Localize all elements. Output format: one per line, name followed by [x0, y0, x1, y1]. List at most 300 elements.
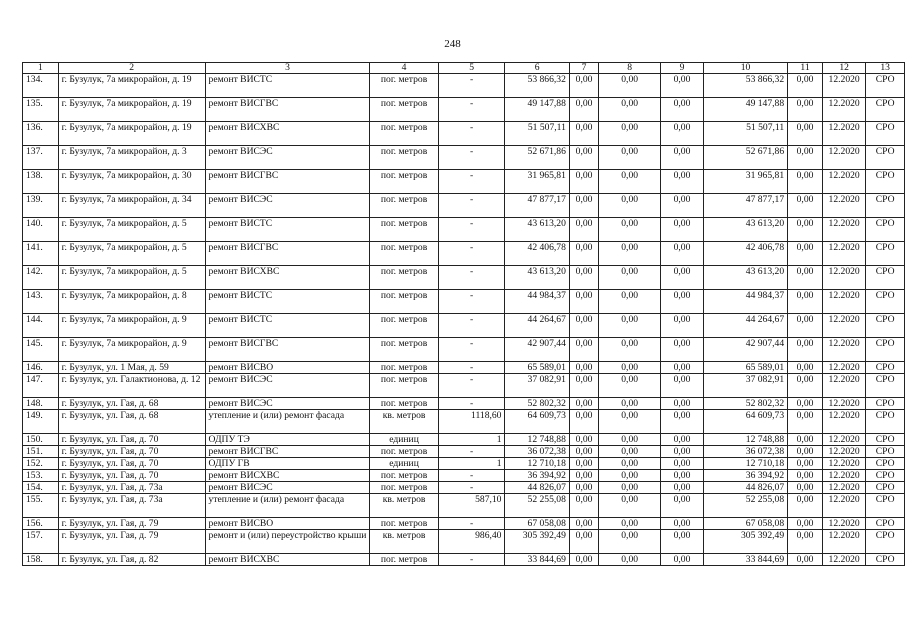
- row-number-cell: 134.: [23, 74, 59, 98]
- local-funds-cell: 0,00: [661, 398, 704, 410]
- total-cost-cell: 36 394,92: [505, 470, 569, 482]
- address-cell: г. Бузулук, 7а микрорайон, д. 30: [58, 170, 205, 194]
- work-type-cell: ремонт ВИСТС: [205, 290, 370, 314]
- local-funds-cell: 0,00: [661, 194, 704, 218]
- owner-funds-cell: 305 392,49: [703, 530, 787, 554]
- regional-funds-cell: 0,00: [599, 470, 661, 482]
- local-funds-cell: 0,00: [661, 554, 704, 566]
- other-funds-cell: 0,00: [788, 434, 823, 446]
- row-number-cell: 140.: [23, 218, 59, 242]
- work-type-cell: ремонт ВИСГВС: [205, 446, 370, 458]
- federal-funds-cell: 0,00: [569, 554, 598, 566]
- completion-date-cell: 12.2020: [822, 362, 865, 374]
- regional-funds-cell: 0,00: [599, 554, 661, 566]
- unit-cell: пог. метров: [370, 194, 438, 218]
- regional-funds-cell: 0,00: [599, 494, 661, 518]
- row-number-cell: 153.: [23, 470, 59, 482]
- work-type-cell: ремонт ВИСЭС: [205, 146, 370, 170]
- table-row: [23, 218, 905, 242]
- regional-funds-cell: 0,00: [599, 518, 661, 530]
- table-row: [23, 518, 905, 530]
- local-funds-cell: 0,00: [661, 530, 704, 554]
- work-type-cell: ремонт ВИСХВС: [205, 554, 370, 566]
- owner-funds-cell: 52 255,08: [703, 494, 787, 518]
- work-type-cell: ремонт ВИСЭС: [205, 482, 370, 494]
- table-row: [23, 458, 905, 470]
- local-funds-cell: 0,00: [661, 362, 704, 374]
- work-type-cell: ремонт ВИСВО: [205, 362, 370, 374]
- other-funds-cell: 0,00: [788, 482, 823, 494]
- owner-funds-cell: 43 613,20: [703, 266, 787, 290]
- owner-funds-cell: 31 965,81: [703, 170, 787, 194]
- column-header: 5: [438, 63, 505, 74]
- regional-funds-cell: 0,00: [599, 530, 661, 554]
- method-cell: СРО: [866, 470, 905, 482]
- owner-funds-cell: 42 907,44: [703, 338, 787, 362]
- regional-funds-cell: 0,00: [599, 290, 661, 314]
- local-funds-cell: 0,00: [661, 494, 704, 518]
- address-cell: г. Бузулук, 7а микрорайон, д. 5: [58, 218, 205, 242]
- federal-funds-cell: 0,00: [569, 494, 598, 518]
- row-number-cell: 142.: [23, 266, 59, 290]
- table-row: [23, 494, 905, 518]
- other-funds-cell: 0,00: [788, 146, 823, 170]
- federal-funds-cell: 0,00: [569, 362, 598, 374]
- work-type-cell: ОДПУ ГВ: [205, 458, 370, 470]
- owner-funds-cell: 42 406,78: [703, 242, 787, 266]
- table-row: [23, 482, 905, 494]
- other-funds-cell: 0,00: [788, 518, 823, 530]
- completion-date-cell: 12.2020: [822, 146, 865, 170]
- owner-funds-cell: 52 802,32: [703, 398, 787, 410]
- completion-date-cell: 12.2020: [822, 458, 865, 470]
- volume-cell: -: [438, 374, 505, 398]
- work-type-cell: ремонт ВИСВО: [205, 518, 370, 530]
- total-cost-cell: 51 507,11: [505, 122, 569, 146]
- total-cost-cell: 52 802,32: [505, 398, 569, 410]
- unit-cell: пог. метров: [370, 266, 438, 290]
- volume-cell: -: [438, 398, 505, 410]
- volume-cell: 1118,60: [438, 410, 505, 434]
- regional-funds-cell: 0,00: [599, 410, 661, 434]
- address-cell: г. Бузулук, ул. Гая, д. 70: [58, 470, 205, 482]
- regional-funds-cell: 0,00: [599, 458, 661, 470]
- completion-date-cell: 12.2020: [822, 554, 865, 566]
- other-funds-cell: 0,00: [788, 410, 823, 434]
- method-cell: СРО: [866, 218, 905, 242]
- row-number-cell: 158.: [23, 554, 59, 566]
- completion-date-cell: 12.2020: [822, 446, 865, 458]
- row-number-cell: 154.: [23, 482, 59, 494]
- total-cost-cell: 37 082,91: [505, 374, 569, 398]
- federal-funds-cell: 0,00: [569, 446, 598, 458]
- unit-cell: пог. метров: [370, 518, 438, 530]
- regional-funds-cell: 0,00: [599, 122, 661, 146]
- row-number-cell: 157.: [23, 530, 59, 554]
- table-row: [23, 410, 905, 434]
- table-row: [23, 290, 905, 314]
- work-type-cell: ремонт ВИСХВС: [205, 266, 370, 290]
- regional-funds-cell: 0,00: [599, 194, 661, 218]
- local-funds-cell: 0,00: [661, 290, 704, 314]
- method-cell: СРО: [866, 146, 905, 170]
- method-cell: СРО: [866, 170, 905, 194]
- owner-funds-cell: 44 264,67: [703, 314, 787, 338]
- column-number-row: [23, 63, 905, 74]
- local-funds-cell: 0,00: [661, 518, 704, 530]
- total-cost-cell: 42 406,78: [505, 242, 569, 266]
- owner-funds-cell: 36 072,38: [703, 446, 787, 458]
- address-cell: г. Бузулук, 7а микрорайон, д. 9: [58, 314, 205, 338]
- federal-funds-cell: 0,00: [569, 170, 598, 194]
- work-type-cell: ОДПУ ТЭ: [205, 434, 370, 446]
- address-cell: г. Бузулук, ул. Галактионова, д. 12: [58, 374, 205, 398]
- regional-funds-cell: 0,00: [599, 482, 661, 494]
- volume-cell: -: [438, 446, 505, 458]
- volume-cell: -: [438, 98, 505, 122]
- total-cost-cell: 49 147,88: [505, 98, 569, 122]
- row-number-cell: 147.: [23, 374, 59, 398]
- federal-funds-cell: 0,00: [569, 242, 598, 266]
- method-cell: СРО: [866, 266, 905, 290]
- completion-date-cell: 12.2020: [822, 482, 865, 494]
- table-row: [23, 122, 905, 146]
- total-cost-cell: 12 748,88: [505, 434, 569, 446]
- method-cell: СРО: [866, 398, 905, 410]
- regional-funds-cell: 0,00: [599, 242, 661, 266]
- method-cell: СРО: [866, 98, 905, 122]
- total-cost-cell: 36 072,38: [505, 446, 569, 458]
- unit-cell: пог. метров: [370, 482, 438, 494]
- column-header: 6: [505, 63, 569, 74]
- total-cost-cell: 52 255,08: [505, 494, 569, 518]
- owner-funds-cell: 64 609,73: [703, 410, 787, 434]
- federal-funds-cell: 0,00: [569, 74, 598, 98]
- completion-date-cell: 12.2020: [822, 518, 865, 530]
- column-header: 4: [370, 63, 438, 74]
- work-type-cell: ремонт ВИСГВС: [205, 338, 370, 362]
- other-funds-cell: 0,00: [788, 470, 823, 482]
- method-cell: СРО: [866, 554, 905, 566]
- column-header: 2: [58, 63, 205, 74]
- table-row: [23, 554, 905, 566]
- row-number-cell: 150.: [23, 434, 59, 446]
- row-number-cell: 152.: [23, 458, 59, 470]
- owner-funds-cell: 65 589,01: [703, 362, 787, 374]
- row-number-cell: 141.: [23, 242, 59, 266]
- work-type-cell: ремонт ВИСЭС: [205, 194, 370, 218]
- method-cell: СРО: [866, 242, 905, 266]
- total-cost-cell: 44 264,67: [505, 314, 569, 338]
- total-cost-cell: 43 613,20: [505, 266, 569, 290]
- page-number: 248: [444, 38, 461, 50]
- federal-funds-cell: 0,00: [569, 98, 598, 122]
- address-cell: г. Бузулук, ул. Гая, д. 70: [58, 446, 205, 458]
- local-funds-cell: 0,00: [661, 314, 704, 338]
- table-row: [23, 374, 905, 398]
- volume-cell: -: [438, 218, 505, 242]
- owner-funds-cell: 37 082,91: [703, 374, 787, 398]
- table-row: [23, 146, 905, 170]
- row-number-cell: 139.: [23, 194, 59, 218]
- method-cell: СРО: [866, 410, 905, 434]
- federal-funds-cell: 0,00: [569, 194, 598, 218]
- federal-funds-cell: 0,00: [569, 458, 598, 470]
- other-funds-cell: 0,00: [788, 266, 823, 290]
- owner-funds-cell: 43 613,20: [703, 218, 787, 242]
- other-funds-cell: 0,00: [788, 362, 823, 374]
- total-cost-cell: 64 609,73: [505, 410, 569, 434]
- federal-funds-cell: 0,00: [569, 518, 598, 530]
- other-funds-cell: 0,00: [788, 530, 823, 554]
- other-funds-cell: 0,00: [788, 170, 823, 194]
- work-type-cell: ремонт ВИСГВС: [205, 98, 370, 122]
- method-cell: СРО: [866, 434, 905, 446]
- work-type-cell: утепление и (или) ремонт фасада: [205, 410, 370, 434]
- column-header: 8: [599, 63, 661, 74]
- federal-funds-cell: 0,00: [569, 374, 598, 398]
- column-header: 13: [866, 63, 905, 74]
- local-funds-cell: 0,00: [661, 74, 704, 98]
- column-header: 11: [788, 63, 823, 74]
- local-funds-cell: 0,00: [661, 242, 704, 266]
- method-cell: СРО: [866, 290, 905, 314]
- table-row: [23, 530, 905, 554]
- table-row: [23, 398, 905, 410]
- other-funds-cell: 0,00: [788, 338, 823, 362]
- table-row: [23, 470, 905, 482]
- method-cell: СРО: [866, 74, 905, 98]
- federal-funds-cell: 0,00: [569, 470, 598, 482]
- volume-cell: -: [438, 146, 505, 170]
- row-number-cell: 135.: [23, 98, 59, 122]
- federal-funds-cell: 0,00: [569, 434, 598, 446]
- unit-cell: пог. метров: [370, 338, 438, 362]
- federal-funds-cell: 0,00: [569, 314, 598, 338]
- volume-cell: -: [438, 194, 505, 218]
- federal-funds-cell: 0,00: [569, 482, 598, 494]
- local-funds-cell: 0,00: [661, 170, 704, 194]
- method-cell: СРО: [866, 122, 905, 146]
- method-cell: СРО: [866, 458, 905, 470]
- table-row: [23, 434, 905, 446]
- federal-funds-cell: 0,00: [569, 290, 598, 314]
- unit-cell: кв. метров: [370, 530, 438, 554]
- method-cell: СРО: [866, 494, 905, 518]
- work-type-cell: ремонт ВИСХВС: [205, 122, 370, 146]
- row-number-cell: 151.: [23, 446, 59, 458]
- regional-funds-cell: 0,00: [599, 98, 661, 122]
- volume-cell: -: [438, 314, 505, 338]
- column-header: 1: [23, 63, 59, 74]
- row-number-cell: 144.: [23, 314, 59, 338]
- table-row: [23, 98, 905, 122]
- unit-cell: пог. метров: [370, 290, 438, 314]
- other-funds-cell: 0,00: [788, 98, 823, 122]
- total-cost-cell: 44 826,07: [505, 482, 569, 494]
- total-cost-cell: 65 589,01: [505, 362, 569, 374]
- unit-cell: единиц: [370, 434, 438, 446]
- column-header: 3: [205, 63, 370, 74]
- regional-funds-cell: 0,00: [599, 338, 661, 362]
- completion-date-cell: 12.2020: [822, 434, 865, 446]
- unit-cell: пог. метров: [370, 242, 438, 266]
- column-header: 7: [569, 63, 598, 74]
- local-funds-cell: 0,00: [661, 446, 704, 458]
- volume-cell: -: [438, 470, 505, 482]
- address-cell: г. Бузулук, ул. Гая, д. 70: [58, 434, 205, 446]
- total-cost-cell: 43 613,20: [505, 218, 569, 242]
- completion-date-cell: 12.2020: [822, 290, 865, 314]
- work-type-cell: ремонт ВИСХВС: [205, 470, 370, 482]
- regional-funds-cell: 0,00: [599, 218, 661, 242]
- completion-date-cell: 12.2020: [822, 170, 865, 194]
- row-number-cell: 148.: [23, 398, 59, 410]
- address-cell: г. Бузулук, ул. 1 Мая, д. 59: [58, 362, 205, 374]
- completion-date-cell: 12.2020: [822, 410, 865, 434]
- row-number-cell: 155.: [23, 494, 59, 518]
- table-row: [23, 170, 905, 194]
- other-funds-cell: 0,00: [788, 74, 823, 98]
- owner-funds-cell: 52 671,86: [703, 146, 787, 170]
- completion-date-cell: 12.2020: [822, 374, 865, 398]
- volume-cell: -: [438, 266, 505, 290]
- total-cost-cell: 67 058,08: [505, 518, 569, 530]
- owner-funds-cell: 67 058,08: [703, 518, 787, 530]
- row-number-cell: 143.: [23, 290, 59, 314]
- total-cost-cell: 33 844,69: [505, 554, 569, 566]
- completion-date-cell: 12.2020: [822, 242, 865, 266]
- address-cell: г. Бузулук, ул. Гая, д. 79: [58, 530, 205, 554]
- address-cell: г. Бузулук, ул. Гая, д. 82: [58, 554, 205, 566]
- table-row: [23, 338, 905, 362]
- other-funds-cell: 0,00: [788, 218, 823, 242]
- local-funds-cell: 0,00: [661, 374, 704, 398]
- other-funds-cell: 0,00: [788, 314, 823, 338]
- table-row: [23, 362, 905, 374]
- completion-date-cell: 12.2020: [822, 530, 865, 554]
- volume-cell: 1: [438, 434, 505, 446]
- completion-date-cell: 12.2020: [822, 314, 865, 338]
- volume-cell: -: [438, 290, 505, 314]
- volume-cell: -: [438, 518, 505, 530]
- unit-cell: пог. метров: [370, 554, 438, 566]
- other-funds-cell: 0,00: [788, 374, 823, 398]
- unit-cell: пог. метров: [370, 446, 438, 458]
- method-cell: СРО: [866, 446, 905, 458]
- unit-cell: единиц: [370, 458, 438, 470]
- owner-funds-cell: 47 877,17: [703, 194, 787, 218]
- volume-cell: -: [438, 362, 505, 374]
- local-funds-cell: 0,00: [661, 146, 704, 170]
- completion-date-cell: 12.2020: [822, 98, 865, 122]
- volume-cell: -: [438, 122, 505, 146]
- federal-funds-cell: 0,00: [569, 122, 598, 146]
- owner-funds-cell: 12 748,88: [703, 434, 787, 446]
- federal-funds-cell: 0,00: [569, 410, 598, 434]
- owner-funds-cell: 12 710,18: [703, 458, 787, 470]
- local-funds-cell: 0,00: [661, 98, 704, 122]
- work-type-cell: утепление и (или) ремонт фасада: [205, 494, 370, 518]
- completion-date-cell: 12.2020: [822, 494, 865, 518]
- unit-cell: пог. метров: [370, 170, 438, 194]
- address-cell: г. Бузулук, ул. Гая, д. 73а: [58, 482, 205, 494]
- regional-funds-cell: 0,00: [599, 434, 661, 446]
- local-funds-cell: 0,00: [661, 218, 704, 242]
- local-funds-cell: 0,00: [661, 470, 704, 482]
- method-cell: СРО: [866, 482, 905, 494]
- work-type-cell: ремонт ВИСГВС: [205, 170, 370, 194]
- address-cell: г. Бузулук, 7а микрорайон, д. 19: [58, 98, 205, 122]
- method-cell: СРО: [866, 314, 905, 338]
- address-cell: г. Бузулук, 7а микрорайон, д. 19: [58, 74, 205, 98]
- column-header: 9: [661, 63, 704, 74]
- total-cost-cell: 47 877,17: [505, 194, 569, 218]
- total-cost-cell: 305 392,49: [505, 530, 569, 554]
- address-cell: г. Бузулук, ул. Гая, д. 68: [58, 410, 205, 434]
- address-cell: г. Бузулук, 7а микрорайон, д. 3: [58, 146, 205, 170]
- federal-funds-cell: 0,00: [569, 338, 598, 362]
- completion-date-cell: 12.2020: [822, 398, 865, 410]
- table-row: [23, 194, 905, 218]
- method-cell: СРО: [866, 374, 905, 398]
- volume-cell: -: [438, 554, 505, 566]
- total-cost-cell: 52 671,86: [505, 146, 569, 170]
- volume-cell: -: [438, 170, 505, 194]
- address-cell: г. Бузулук, 7а микрорайон, д. 8: [58, 290, 205, 314]
- method-cell: СРО: [866, 530, 905, 554]
- table-body: [23, 74, 905, 566]
- volume-cell: -: [438, 482, 505, 494]
- total-cost-cell: 31 965,81: [505, 170, 569, 194]
- local-funds-cell: 0,00: [661, 434, 704, 446]
- total-cost-cell: 42 907,44: [505, 338, 569, 362]
- regional-funds-cell: 0,00: [599, 314, 661, 338]
- completion-date-cell: 12.2020: [822, 194, 865, 218]
- capital-repair-table: [22, 62, 905, 566]
- owner-funds-cell: 33 844,69: [703, 554, 787, 566]
- work-type-cell: ремонт ВИСЭС: [205, 398, 370, 410]
- completion-date-cell: 12.2020: [822, 218, 865, 242]
- unit-cell: пог. метров: [370, 98, 438, 122]
- regional-funds-cell: 0,00: [599, 398, 661, 410]
- unit-cell: кв. метров: [370, 494, 438, 518]
- owner-funds-cell: 51 507,11: [703, 122, 787, 146]
- address-cell: г. Бузулук, 7а микрорайон, д. 5: [58, 266, 205, 290]
- total-cost-cell: 53 866,32: [505, 74, 569, 98]
- column-header: 10: [703, 63, 787, 74]
- volume-cell: 986,40: [438, 530, 505, 554]
- owner-funds-cell: 53 866,32: [703, 74, 787, 98]
- regional-funds-cell: 0,00: [599, 170, 661, 194]
- method-cell: СРО: [866, 362, 905, 374]
- table-row: [23, 446, 905, 458]
- owner-funds-cell: 49 147,88: [703, 98, 787, 122]
- other-funds-cell: 0,00: [788, 398, 823, 410]
- local-funds-cell: 0,00: [661, 482, 704, 494]
- work-type-cell: ремонт и (или) переустройство крыши: [205, 530, 370, 554]
- regional-funds-cell: 0,00: [599, 362, 661, 374]
- row-number-cell: 145.: [23, 338, 59, 362]
- unit-cell: пог. метров: [370, 74, 438, 98]
- unit-cell: пог. метров: [370, 470, 438, 482]
- row-number-cell: 138.: [23, 170, 59, 194]
- owner-funds-cell: 44 984,37: [703, 290, 787, 314]
- work-type-cell: ремонт ВИСТС: [205, 314, 370, 338]
- work-type-cell: ремонт ВИСЭС: [205, 374, 370, 398]
- regional-funds-cell: 0,00: [599, 446, 661, 458]
- table-row: [23, 242, 905, 266]
